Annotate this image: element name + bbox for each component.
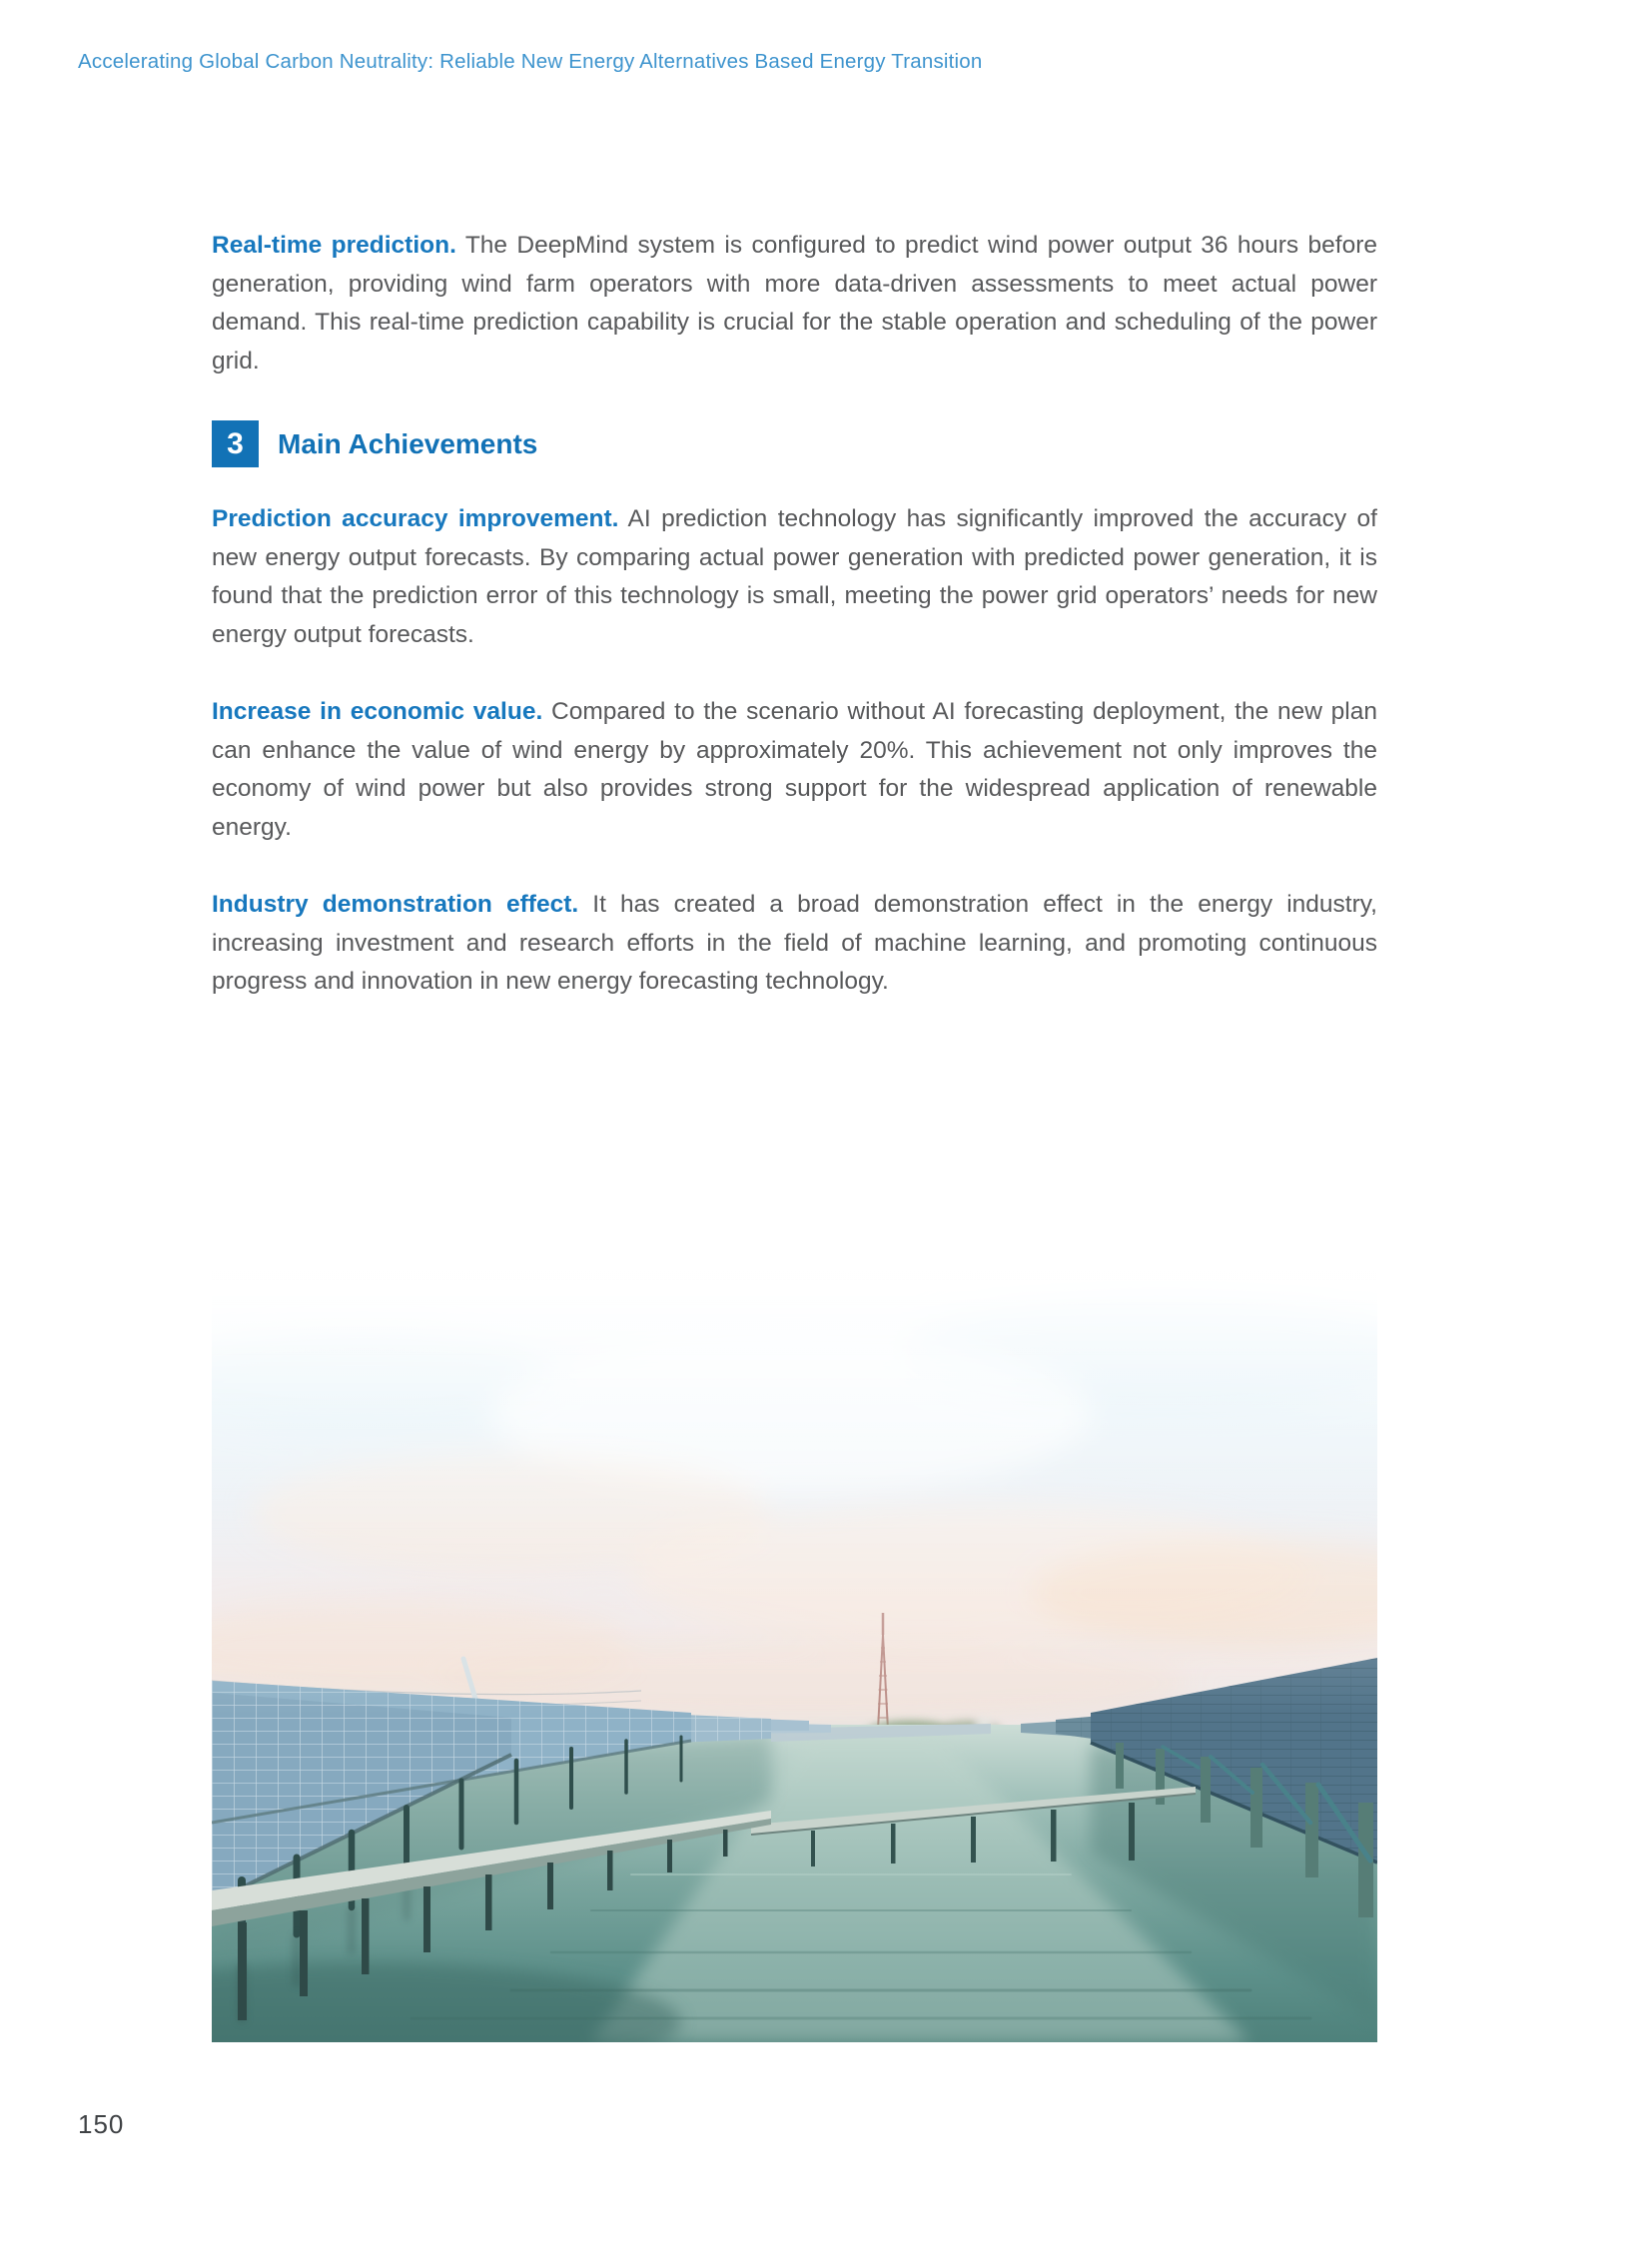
paragraph-economic-value (212, 693, 1377, 847)
paragraph-body: Compared to the scenario without AI forecasting deployment, the new plan can enhance the value of wind energy by approximately 20%. This achievement not only improves the economy of wind power but also provides strong support for the widespread application of renewable energy. (212, 698, 1377, 841)
paragraph-body: The DeepMind system is configured to predict wind power output 36 hours before generation, providing wind farm operators with more data-driven assessments to meet actual power demand. This real-time prediction capability is crucial for the stable operation and scheduling of the power grid. (212, 232, 1378, 374)
page-number: 150 (78, 2109, 125, 2139)
section-number-badge: 3 (212, 420, 259, 467)
running-header: Accelerating Global Carbon Neutrality: Reliable New Energy Alternatives Based Energy Transition (78, 50, 983, 73)
paragraph-lead: Industry demonstration effect. (212, 891, 579, 918)
photo-haze-overlay (212, 1263, 1377, 2042)
paragraph-body: AI prediction technology has significantly improved the accuracy of new energy output forecasts. By comparing actual power generation with predicted power generation, it is found that the prediction error of this technology is small, meeting the power grid operators’ needs for new energy output forecasts. (212, 505, 1377, 648)
section-header-main-achievements (212, 420, 537, 467)
paragraph-industry-demo (212, 886, 1377, 1002)
paragraph-body: It has created a broad demonstration effect in the energy industry, increasing investment and research efforts in the field of machine learning, and promoting continuous progress and innovation in new energy forecasting technology. (212, 891, 1377, 995)
paragraph-real-time-prediction (212, 227, 1377, 380)
paragraph-lead: Increase in economic value. (212, 698, 543, 725)
paragraph-prediction-accuracy (212, 500, 1377, 654)
paragraph-lead: Prediction accuracy improvement. (212, 505, 619, 532)
section-title: Main Achievements (278, 427, 538, 459)
photo-solar-farm (212, 1263, 1377, 2042)
paragraph-lead: Real-time prediction. (212, 232, 456, 259)
